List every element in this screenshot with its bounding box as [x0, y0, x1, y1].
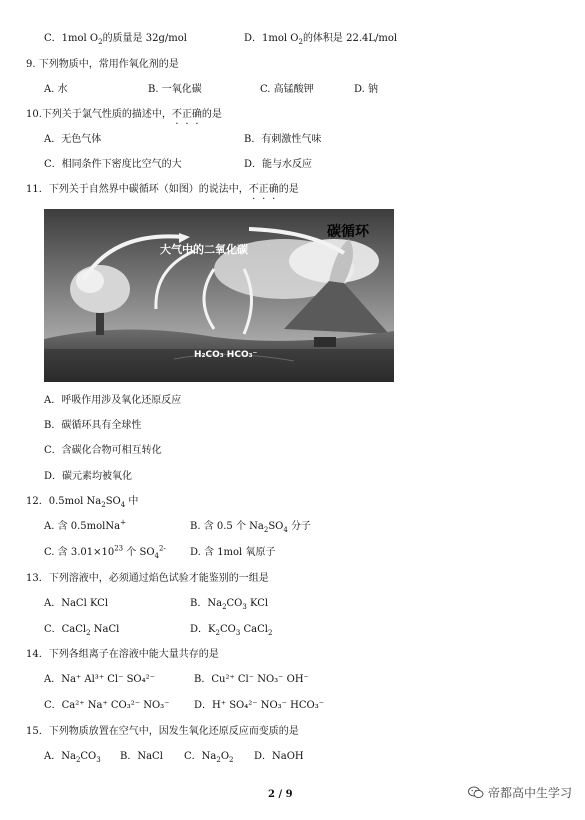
q10-option-a: A．无色气体 — [44, 134, 102, 145]
watermark — [468, 784, 572, 801]
q14-option-a: A．Na⁺ Al³⁺ Cl⁻ SO₄²⁻ — [44, 674, 155, 685]
q14-option-b: B．Cu²⁺ Cl⁻ NO₃⁻ OH⁻ — [194, 674, 309, 685]
q13-option-d: D．$K_2CO_3$ CaCl$_2$ — [190, 624, 273, 637]
carbon-cycle-figure — [44, 209, 394, 382]
q10-stem: 10.下列关于氯气性质的描述中，不正确的是 — [26, 109, 222, 120]
q10-option-b: B．有刺激性气味 — [244, 134, 322, 145]
q12-option-d: D. 含 1mol 氧原子 — [190, 547, 276, 558]
banner-text: 大气中的二氧化碳 — [160, 243, 248, 256]
q11-option-d: D．碳元素均被氧化 — [44, 471, 133, 482]
q15-option-b: B．NaCl — [120, 751, 163, 762]
q10-option-d: D．能与水反应 — [244, 159, 313, 170]
watermark-text: 帝都高中生学习 — [488, 786, 573, 800]
factory — [314, 337, 336, 347]
q11-option-a: A．呼吸作用涉及氧化还原反应 — [44, 395, 182, 406]
q9-option-c: C. 高锰酸钾 — [260, 84, 314, 95]
page-number: 2 / 9 — [268, 789, 293, 800]
q8-option-c: C．1mol $O_2$的质量是 32g/mol — [44, 33, 187, 46]
q13-option-c: C．CaCl$_2$ NaCl — [44, 624, 120, 637]
q14-option-c: C．Ca²⁺ Na⁺ CO₃²⁻ NO₃⁻ — [44, 700, 170, 711]
q13-option-b: B．$Na_2CO_3$ KCl — [190, 598, 269, 611]
q12-option-c: C. 含 $3.01\times 10^{23}$ 个 $SO_4^{2-}$ — [44, 544, 166, 560]
figure-title: 碳循环 — [327, 224, 369, 240]
q14-stem: 14．下列各组离子在溶液中能大量共存的是 — [26, 649, 219, 660]
q14-option-d: D．H⁺ SO₄²⁻ NO₃⁻ HCO₃⁻ — [194, 700, 324, 711]
q11-option-b: B．碳循环具有全球性 — [44, 420, 142, 431]
q13-stem: 13．下列溶液中，必须通过焰色试验才能鉴别的一组是 — [26, 573, 269, 584]
wechat-icon — [468, 786, 484, 799]
q8-option-d: D．1mol $O_2$的体积是 22.4L/mol — [244, 33, 398, 46]
q11-option-c: C．含碳化合物可相互转化 — [44, 445, 162, 456]
q13-option-a: A．NaCl KCl — [44, 598, 109, 609]
q9-option-a: A. 水 — [44, 84, 68, 95]
q11-stem: 11．下列关于自然界中碳循环（如图）的说法中，不正确的是 — [26, 184, 299, 195]
q15-option-a: A．$Na_2CO_3$ — [44, 751, 101, 764]
q12-option-a: A. 含 0.5molNa+ — [44, 518, 126, 532]
q10-option-c: C．相同条件下密度比空气的大 — [44, 159, 182, 170]
q9-option-b: B. 一氧化碳 — [148, 84, 202, 95]
q15-option-c: C．$Na_2O_2$ — [184, 751, 234, 764]
q12-option-b: B. 含 0.5 个 $Na_2SO_4$ 分子 — [190, 521, 312, 534]
q9-stem: 9. 下列物质中，常用作氧化剂的是 — [26, 59, 179, 70]
ocean-label: H₂CO₃ HCO₃⁻ — [194, 350, 258, 360]
q15-stem: 15．下列物质放置在空气中，因发生氧化还原反应而变质的是 — [26, 726, 299, 737]
q12-stem: 12．0.5mol $Na_2SO_4$ 中 — [26, 496, 139, 509]
q15-option-d: D．NaOH — [254, 751, 304, 762]
q9-option-d: D. 钠 — [354, 84, 379, 95]
